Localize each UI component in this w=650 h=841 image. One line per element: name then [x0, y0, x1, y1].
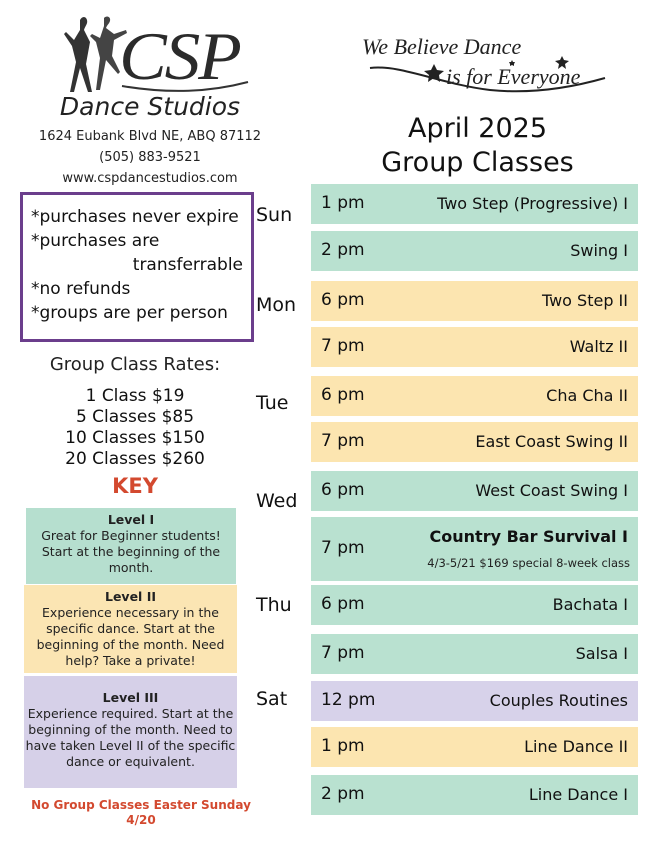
page-title [340, 112, 615, 180]
key-level-3 [24, 676, 237, 788]
class-name: Salsa I [575, 644, 628, 663]
policy-item: *purchases are [31, 231, 160, 251]
key-level-2 [24, 585, 237, 673]
class-time: 2 pm [321, 784, 365, 804]
rate-item: 1 Class $19 [85, 386, 185, 406]
class-row [311, 184, 638, 224]
key-level-1 [26, 508, 236, 584]
class-name: Line Dance II [524, 737, 628, 756]
policy-item: *groups are per person [31, 303, 228, 323]
website-link[interactable]: www.cspdancestudios.com [62, 171, 238, 186]
policy-item: *no refunds [31, 279, 131, 299]
class-time: 6 pm [321, 290, 365, 310]
class-row [311, 517, 638, 581]
class-time: 6 pm [321, 385, 365, 405]
key-heading: KEY [112, 474, 158, 498]
class-time: 7 pm [321, 538, 365, 558]
class-name: East Coast Swing II [475, 432, 628, 451]
phone-text: (505) 883-9521 [99, 150, 201, 165]
tagline [340, 34, 640, 94]
class-name: Line Dance I [528, 785, 628, 804]
rate-item: 10 Classes $150 [65, 428, 205, 448]
class-time: 7 pm [321, 336, 365, 356]
class-row [311, 281, 638, 321]
class-row [311, 327, 638, 367]
class-name: Cha Cha II [546, 386, 628, 405]
class-time: 2 pm [321, 240, 365, 260]
address-text: 1624 Eubank Blvd NE, ABQ 87112 [38, 129, 262, 144]
notice-line: No Group Classes Easter Sunday [31, 798, 251, 812]
policy-box [20, 192, 254, 342]
studio-name: Dance Studios [59, 92, 241, 121]
class-row [311, 231, 638, 271]
class-row [311, 376, 638, 416]
title-subtitle: Group Classes [381, 147, 574, 178]
key-level-text: Experience required. Start at the beginning of the month. Need to have taken Level II of the specific dance or equivalent. [25, 706, 236, 769]
class-row [311, 585, 638, 625]
class-name: Bachata I [552, 595, 628, 614]
key-level-title: Level II [104, 589, 156, 604]
rates-list [0, 386, 270, 470]
class-row [311, 727, 638, 767]
class-row [311, 634, 638, 674]
day-label-sun: Sun [256, 204, 293, 226]
class-row [311, 681, 638, 721]
logo [60, 12, 250, 98]
tagline-line-1: We Believe Dance [362, 34, 522, 59]
class-name: Country Bar Survival I [429, 527, 628, 546]
notice-line: 4/20 [126, 813, 156, 827]
policy-item: transferrable [132, 255, 243, 275]
day-label-sat: Sat [256, 688, 288, 710]
class-time: 7 pm [321, 431, 365, 451]
key-level-title: Level I [107, 512, 155, 527]
class-time: 6 pm [321, 594, 365, 614]
day-label-tue: Tue [256, 392, 289, 414]
class-time: 1 pm [321, 193, 365, 213]
class-time: 12 pm [321, 690, 376, 710]
logo-underline [60, 12, 250, 98]
contact-info [0, 126, 300, 189]
title-month: April 2025 [407, 113, 547, 144]
easter-notice [0, 798, 282, 828]
class-name: Swing I [570, 241, 628, 260]
class-name: West Coast Swing I [475, 481, 628, 500]
day-label-thu: Thu [256, 594, 292, 616]
class-name: Two Step (Progressive) I [437, 194, 628, 213]
class-row [311, 775, 638, 815]
class-row [311, 422, 638, 462]
class-name: Couples Routines [489, 691, 628, 710]
key-level-title: Level III [102, 690, 159, 705]
day-label-wed: Wed [256, 490, 298, 512]
rate-item: 20 Classes $260 [65, 449, 205, 469]
class-row [311, 471, 638, 511]
class-name: Two Step II [541, 291, 628, 310]
rate-item: 5 Classes $85 [75, 407, 195, 427]
key-level-text: Great for Beginner students! Start at the beginning of the month. [41, 528, 221, 575]
key-level-text: Experience necessary in the specific dance. Start at the beginning of the month. Need help? Take a private! [36, 605, 225, 668]
class-time: 1 pm [321, 736, 365, 756]
logo-text: CSP [119, 18, 240, 94]
rates-heading: Group Class Rates: [49, 354, 221, 375]
class-note: 4/3-5/21 $169 special 8-week class [427, 556, 630, 570]
policy-item: *purchases never expire [31, 207, 239, 227]
class-time: 7 pm [321, 643, 365, 663]
class-time: 6 pm [321, 480, 365, 500]
day-label-mon: Mon [256, 294, 297, 316]
class-name: Waltz II [569, 337, 628, 356]
tagline-line-2: is for Everyone [446, 64, 581, 89]
